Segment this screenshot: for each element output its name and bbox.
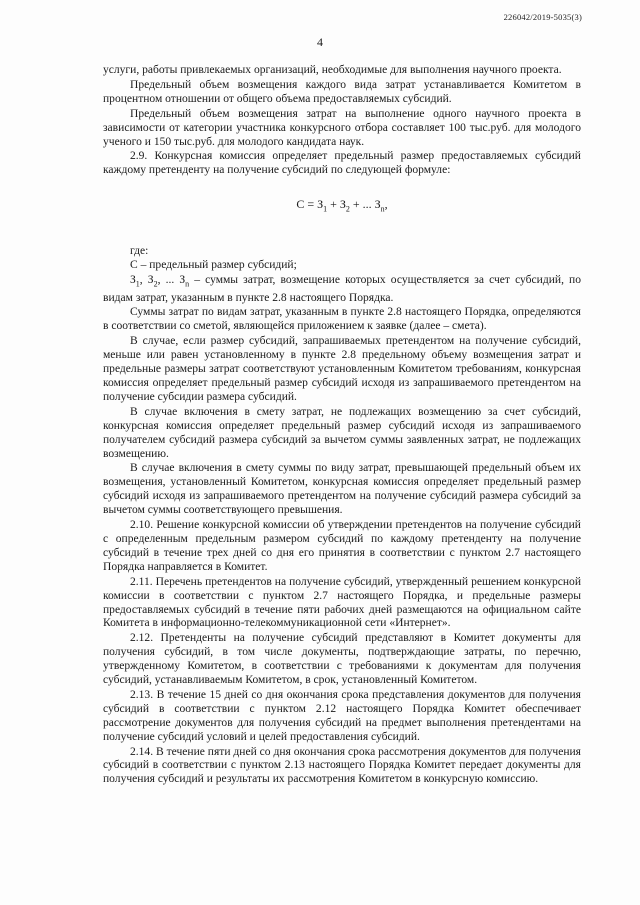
formula-definition-z: $З_1$, $З_2$, ... $З_n$ – суммы затрат, возмещение которых осуществляется за счет субсидий, по видам затрат, указанным в пункте 2.8 настоящего Порядка.: [103, 274, 582, 304]
page-number: 4: [317, 35, 323, 49]
paragraph-limit-per-project: Предельный объем возмещения затрат на выполнение одного научного проекта в зависимости от категории участника конкурсного отбора составляет 100 тыс.руб. для молодого ученого и 150 тыс.руб. для молодого кандидата наук.: [103, 107, 581, 148]
paragraph-2-14: 2.14. В течение пяти дней со дня окончания срока рассмотрения документов для получения субсидий в соответствии с пунктом 2.13 настоящего Порядка Комитет передает документы для получения субсидий и результаты их рассмотрения Комитетом в конкурсную комиссию.: [103, 745, 581, 786]
paragraph-2-10: 2.10. Решение конкурсной комиссии об утверждении претендентов на получение субсидий с определенным предельным размером субсидий по каждому претенденту на получение субсидий в течение трех дней со дня его принятия в соответствии с пунктом 2.7 настоящего Порядка направляется в Комитет.: [103, 519, 581, 573]
subsidy-formula: $С = З_1 + З_2$ + ... $З_n$,: [296, 197, 388, 214]
formula-where: где:: [130, 244, 149, 257]
paragraph-case-within-limit: В случае, если размер субсидий, запрашиваемых претендентом на получение субсидий, меньше или равен установленному в пункте 2.8 предельному объему возмещения затрат и предельные размеры затрат соответствуют установленным Комитетом требованиям, конкурсная комиссия определяет предельный размер субсидий исходя из запрашиваемого претендентом на получение субсидии размера субсидий.: [103, 335, 581, 403]
document-body: [103, 64, 581, 788]
paragraph-2-11: 2.11. Перечень претендентов на получение субсидий, утвержденный решением конкурсной комиссии в соответствии с пунктом 2.7 настоящего Порядка, и предельные размеры предоставляемых субсидий в течение пяти рабочих дней размещаются на официальном сайте Комитета в информационно-телекоммуникационной сети «Интернет».: [103, 575, 581, 630]
paragraph-continuation: услуги, работы привлекаемых организаций, необходимые для выполнения научного проекта.: [103, 64, 562, 76]
paragraph-case-non-reimbursable: В случае включения в смету затрат, не подлежащих возмещению за счет субсидий, конкурсная комиссия определяет предельный размер субсидий исходя из запрашиваемого получателем субсидий размера субсидий за вычетом суммы заявленных затрат, не подлежащих возмещению.: [103, 405, 581, 460]
paragraph-2-9: 2.9. Конкурсная комиссия определяет предельный размер предоставляемых субсидий каждому претенденту на получение субсидий по следующей формуле:: [103, 150, 581, 177]
paragraph-cost-amounts: Суммы затрат по видам затрат, указанным в пункте 2.8 настоящего Порядка, определяются в соответствии со сметой, являющейся приложением к заявке (далее – смета).: [103, 306, 581, 333]
document-registration-number: 226042/2019-5035(3): [503, 12, 582, 22]
paragraph-2-12: 2.12. Претенденты на получение субсидий представляют в Комитет документы для получения субсидий, в том числе документы, подтверждающие затраты, по перечню, утвержденному Комитетом, в соответствии с требованиями к документам для получения субсидий, устанавливаемым Комитетом, в срок, установленный Комитетом.: [103, 632, 581, 687]
paragraph-limit-by-type: Предельный объем возмещения каждого вида затрат устанавливается Комитетом в процентном отношении от общего объема предоставляемых субсидий.: [103, 78, 581, 105]
paragraph-2-13: 2.13. В течение 15 дней со дня окончания срока представления документов для получения субсидий в соответствии с пунктом 2.12 настоящего Порядка Комитет обеспечивает рассмотрение документов для получения субсидий на предмет выполнения претендентами на получение субсидий условий и целей предоставления субсидий.: [103, 688, 581, 743]
formula-definition-c: С – предельный размер субсидий;: [130, 259, 297, 272]
paragraph-case-exceeding-limit: В случае включения в смету суммы по виду затрат, превышающей предельный объем их возмещения, установленный Комитетом, конкурсная комиссия определяет предельный размер субсидий исходя из запрашиваемого претендентом на получение субсидий размера субсидий за вычетом суммы соответствующего превышения.: [103, 462, 581, 517]
